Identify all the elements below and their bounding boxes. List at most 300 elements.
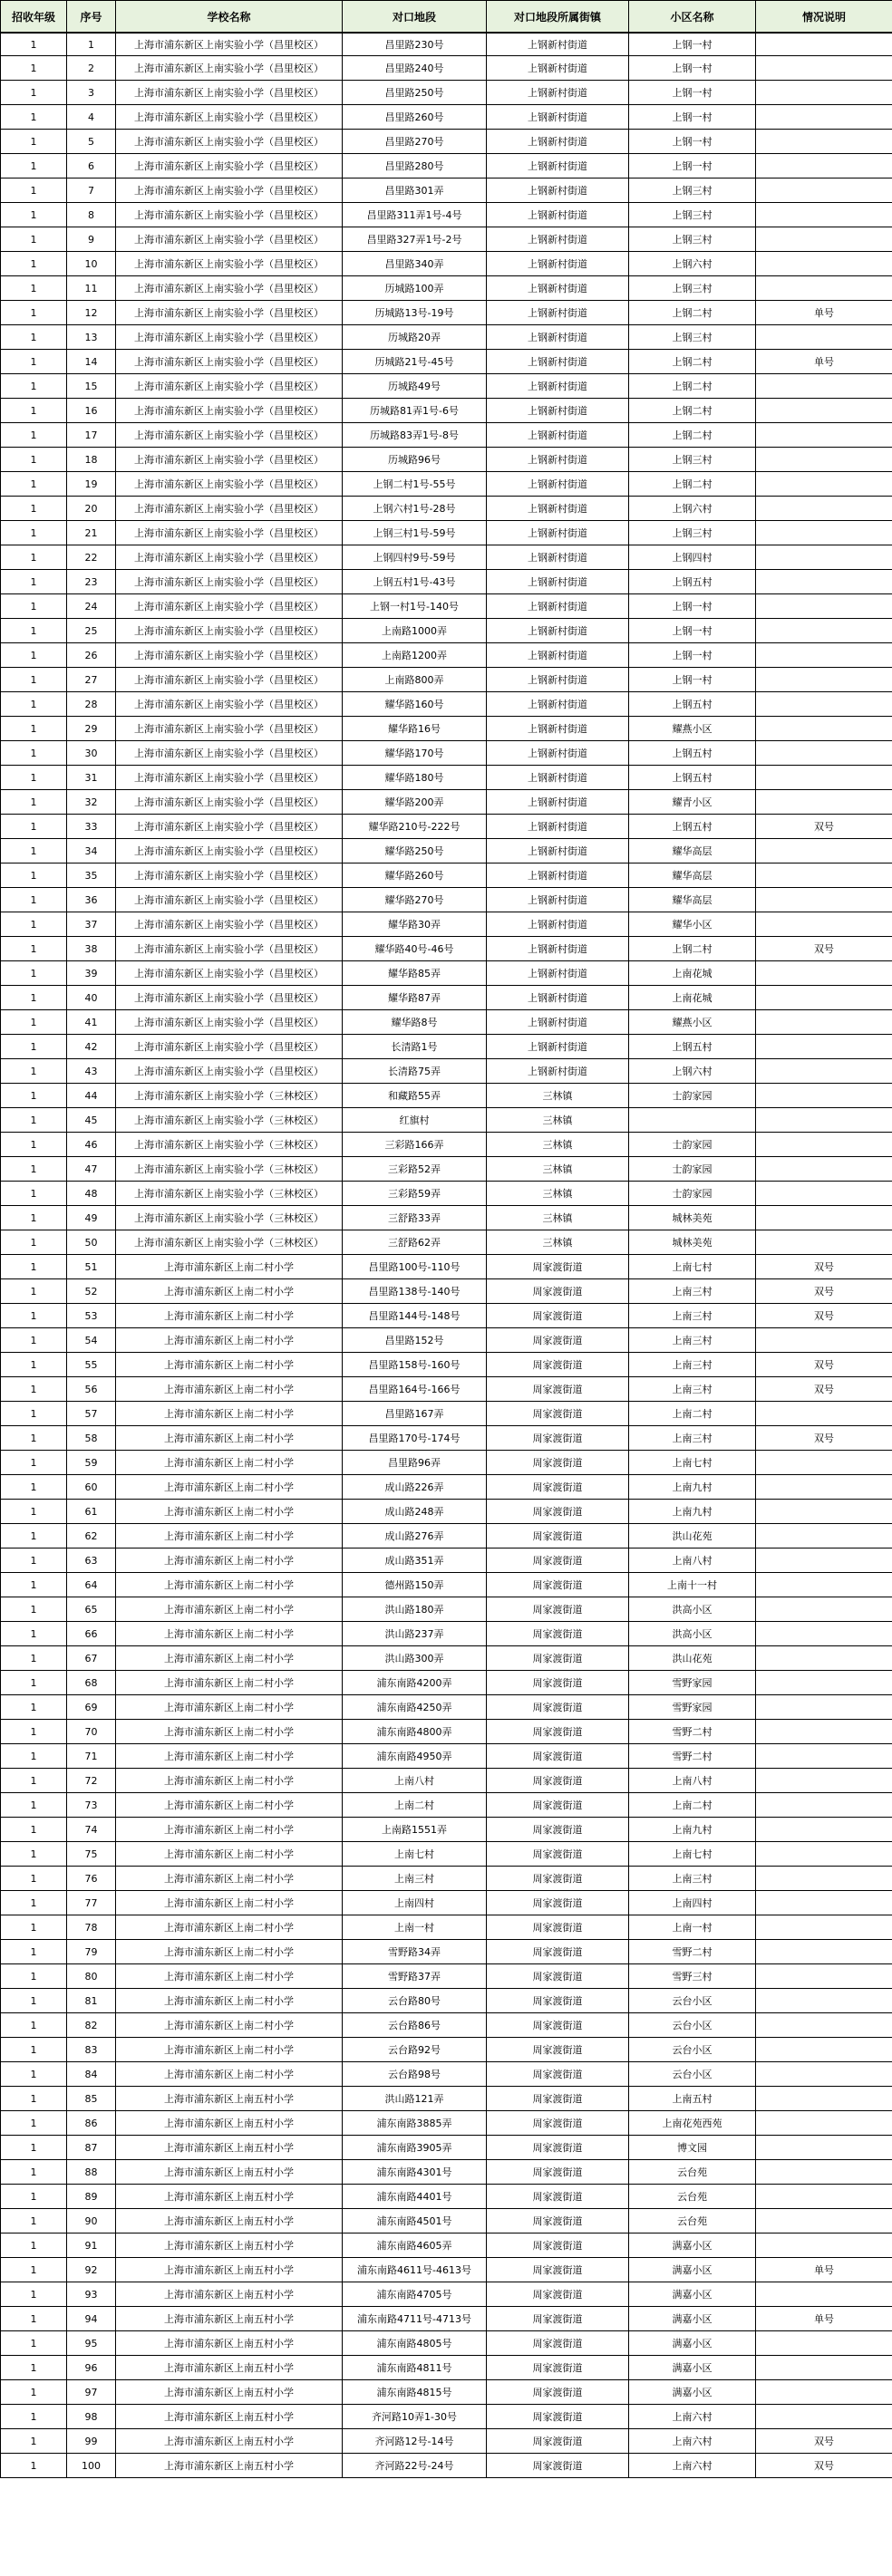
cell-school: 上海市浦东新区上南实验小学（昌里校区） [116,81,343,105]
table-row [1,1744,892,1769]
cell-zone: 雪野路37弄 [343,1964,487,1989]
cell-notes [756,1720,892,1744]
cell-serial: 15 [67,374,116,399]
cell-subdistrict: 周家渡街道 [487,1940,629,1964]
cell-community: 上南九村 [629,1475,756,1500]
cell-notes [756,594,892,619]
cell-school: 上海市浦东新区上南五村小学 [116,2380,343,2405]
cell-community: 士韵家园 [629,1084,756,1108]
cell-zone: 昌里路240号 [343,56,487,81]
cell-notes [756,178,892,203]
cell-community: 满嘉小区 [629,2331,756,2356]
cell-zone: 上南一村 [343,1915,487,1940]
cell-subdistrict: 上钢新村街道 [487,154,629,178]
cell-grade: 1 [1,1230,67,1255]
cell-subdistrict: 上钢新村街道 [487,594,629,619]
cell-serial: 64 [67,1573,116,1597]
table-row [1,2087,892,2111]
cell-subdistrict: 上钢新村街道 [487,33,629,56]
cell-subdistrict: 周家渡街道 [487,2331,629,2356]
cell-notes: 双号 [756,815,892,839]
cell-grade: 1 [1,2380,67,2405]
cell-zone: 耀华路85弄 [343,961,487,986]
cell-school: 上海市浦东新区上南实验小学（昌里校区） [116,692,343,717]
cell-notes [756,497,892,521]
cell-zone: 浦东南路4401号 [343,2185,487,2209]
cell-school: 上海市浦东新区上南实验小学（昌里校区） [116,33,343,56]
cell-grade: 1 [1,1475,67,1500]
table-row [1,252,892,276]
cell-notes [756,961,892,986]
cell-notes [756,668,892,692]
cell-school: 上海市浦东新区上南实验小学（昌里校区） [116,570,343,594]
cell-notes [756,1573,892,1597]
cell-zone: 昌里路164号-166号 [343,1377,487,1402]
cell-zone: 云台路80号 [343,1989,487,2013]
cell-community: 上钢五村 [629,766,756,790]
cell-school: 上海市浦东新区上南实验小学（昌里校区） [116,790,343,815]
table-row [1,1915,892,1940]
cell-school: 上海市浦东新区上南五村小学 [116,2160,343,2185]
cell-serial: 82 [67,2013,116,2038]
table-row [1,961,892,986]
cell-community: 城林美苑 [629,1230,756,1255]
cell-serial: 75 [67,1842,116,1867]
cell-subdistrict: 上钢新村街道 [487,839,629,863]
cell-community: 上钢一村 [629,594,756,619]
table-row [1,1818,892,1842]
cell-community: 满嘉小区 [629,2282,756,2307]
cell-serial: 42 [67,1035,116,1059]
cell-grade: 1 [1,472,67,497]
cell-zone: 昌里路327弄1号-2号 [343,227,487,252]
cell-grade: 1 [1,276,67,301]
table-row [1,1793,892,1818]
cell-subdistrict: 上钢新村街道 [487,888,629,912]
cell-zone: 耀华路87弄 [343,986,487,1010]
table-row [1,56,892,81]
cell-school: 上海市浦东新区上南二村小学 [116,1328,343,1353]
cell-serial: 45 [67,1108,116,1133]
cell-zone: 成山路226弄 [343,1475,487,1500]
cell-notes [756,2136,892,2160]
cell-serial: 85 [67,2087,116,2111]
cell-zone: 上钢一村1号-140号 [343,594,487,619]
cell-community: 上钢五村 [629,815,756,839]
table-row [1,1255,892,1279]
cell-notes [756,276,892,301]
cell-community: 洪高小区 [629,1597,756,1622]
cell-subdistrict: 周家渡街道 [487,1279,629,1304]
cell-grade: 1 [1,815,67,839]
cell-community: 洪山花苑 [629,1646,756,1671]
cell-notes [756,1475,892,1500]
cell-zone: 齐河路22号-24号 [343,2454,487,2478]
table-row [1,1964,892,1989]
cell-school: 上海市浦东新区上南二村小学 [116,2038,343,2062]
table-row [1,937,892,961]
cell-zone: 昌里路260号 [343,105,487,130]
cell-grade: 1 [1,2087,67,2111]
cell-subdistrict: 上钢新村街道 [487,301,629,325]
cell-community: 上钢二村 [629,472,756,497]
cell-grade: 1 [1,986,67,1010]
cell-subdistrict: 周家渡街道 [487,2429,629,2454]
cell-grade: 1 [1,2405,67,2429]
cell-grade: 1 [1,961,67,986]
cell-serial: 2 [67,56,116,81]
cell-community: 上钢六村 [629,497,756,521]
table-row [1,545,892,570]
cell-serial: 92 [67,2258,116,2282]
cell-zone: 三彩路166弄 [343,1133,487,1157]
cell-notes [756,1671,892,1695]
cell-community: 士韵家园 [629,1157,756,1182]
table-row [1,276,892,301]
cell-subdistrict: 上钢新村街道 [487,815,629,839]
cell-community: 上南三村 [629,1279,756,1304]
cell-serial: 24 [67,594,116,619]
cell-zone: 浦东南路4815号 [343,2380,487,2405]
cell-community: 上钢三村 [629,521,756,545]
cell-notes [756,863,892,888]
cell-school: 上海市浦东新区上南五村小学 [116,2331,343,2356]
table-row [1,2380,892,2405]
cell-subdistrict: 上钢新村街道 [487,570,629,594]
cell-grade: 1 [1,448,67,472]
cell-subdistrict: 周家渡街道 [487,1597,629,1622]
cell-grade: 1 [1,81,67,105]
cell-subdistrict: 周家渡街道 [487,1524,629,1548]
cell-subdistrict: 周家渡街道 [487,2087,629,2111]
cell-grade: 1 [1,1402,67,1426]
cell-subdistrict: 三林镇 [487,1182,629,1206]
cell-subdistrict: 周家渡街道 [487,2356,629,2380]
cell-notes [756,227,892,252]
cell-zone: 昌里路311弄1号-4号 [343,203,487,227]
table-row [1,839,892,863]
cell-school: 上海市浦东新区上南实验小学（三林校区） [116,1157,343,1182]
cell-school: 上海市浦东新区上南实验小学（昌里校区） [116,741,343,766]
cell-notes [756,692,892,717]
cell-serial: 25 [67,619,116,643]
cell-community: 上南二村 [629,1793,756,1818]
cell-grade: 1 [1,1500,67,1524]
cell-community: 云台苑 [629,2160,756,2185]
cell-community: 雪野二村 [629,1744,756,1769]
cell-grade: 1 [1,1353,67,1377]
cell-notes [756,790,892,815]
cell-school: 上海市浦东新区上南二村小学 [116,1426,343,1451]
cell-serial: 100 [67,2454,116,2478]
cell-school: 上海市浦东新区上南实验小学（昌里校区） [116,643,343,668]
cell-subdistrict: 上钢新村街道 [487,203,629,227]
cell-school: 上海市浦东新区上南实验小学（三林校区） [116,1206,343,1230]
cell-subdistrict: 周家渡街道 [487,1573,629,1597]
cell-notes [756,741,892,766]
cell-zone: 浦东南路4805号 [343,2331,487,2356]
table-row [1,105,892,130]
cell-zone: 浦东南路4250弄 [343,1695,487,1720]
cell-notes [756,1646,892,1671]
cell-notes [756,643,892,668]
cell-school: 上海市浦东新区上南实验小学（昌里校区） [116,399,343,423]
cell-zone: 上南七村 [343,1842,487,1867]
cell-zone: 上南路1551弄 [343,1818,487,1842]
cell-subdistrict: 上钢新村街道 [487,178,629,203]
cell-community: 上南花苑西苑 [629,2111,756,2136]
cell-serial: 12 [67,301,116,325]
cell-zone: 历城路21号-45号 [343,350,487,374]
cell-grade: 1 [1,1451,67,1475]
cell-serial: 56 [67,1377,116,1402]
table-row [1,692,892,717]
cell-school: 上海市浦东新区上南实验小学（昌里校区） [116,815,343,839]
cell-community: 上钢一村 [629,154,756,178]
cell-subdistrict: 周家渡街道 [487,2136,629,2160]
cell-grade: 1 [1,1182,67,1206]
cell-serial: 13 [67,325,116,350]
cell-zone: 耀华路160号 [343,692,487,717]
cell-grade: 1 [1,741,67,766]
cell-grade: 1 [1,105,67,130]
cell-serial: 8 [67,203,116,227]
table-row [1,619,892,643]
table-row [1,2429,892,2454]
cell-serial: 61 [67,1500,116,1524]
cell-subdistrict: 上钢新村街道 [487,717,629,741]
cell-school: 上海市浦东新区上南二村小学 [116,1915,343,1940]
cell-school: 上海市浦东新区上南五村小学 [116,2356,343,2380]
cell-serial: 99 [67,2429,116,2454]
cell-subdistrict: 周家渡街道 [487,1964,629,1989]
cell-grade: 1 [1,619,67,643]
cell-grade: 1 [1,1108,67,1133]
cell-community: 上钢二村 [629,350,756,374]
cell-school: 上海市浦东新区上南实验小学（昌里校区） [116,912,343,937]
header-notes: 情况说明 [756,1,892,34]
cell-grade: 1 [1,1524,67,1548]
cell-community: 上钢六村 [629,252,756,276]
cell-notes [756,1769,892,1793]
cell-school: 上海市浦东新区上南实验小学（昌里校区） [116,203,343,227]
cell-grade: 1 [1,2013,67,2038]
table-row [1,1426,892,1451]
cell-zone: 浦东南路4200弄 [343,1671,487,1695]
table-row [1,766,892,790]
cell-school: 上海市浦东新区上南实验小学（昌里校区） [116,937,343,961]
table-row [1,2111,892,2136]
cell-serial: 72 [67,1769,116,1793]
table-row [1,2136,892,2160]
cell-grade: 1 [1,154,67,178]
cell-grade: 1 [1,912,67,937]
cell-grade: 1 [1,1744,67,1769]
cell-zone: 浦东南路4611号-4613号 [343,2258,487,2282]
table-row [1,888,892,912]
cell-zone: 浦东南路3885弄 [343,2111,487,2136]
cell-notes [756,717,892,741]
cell-subdistrict: 上钢新村街道 [487,399,629,423]
cell-zone: 历城路100弄 [343,276,487,301]
cell-serial: 21 [67,521,116,545]
cell-zone: 上钢二村1号-55号 [343,472,487,497]
cell-subdistrict: 周家渡街道 [487,2160,629,2185]
cell-serial: 41 [67,1010,116,1035]
cell-serial: 73 [67,1793,116,1818]
cell-subdistrict: 周家渡街道 [487,2454,629,2478]
cell-grade: 1 [1,2331,67,2356]
cell-subdistrict: 上钢新村街道 [487,81,629,105]
table-row [1,912,892,937]
cell-subdistrict: 周家渡街道 [487,1646,629,1671]
cell-school: 上海市浦东新区上南二村小学 [116,1451,343,1475]
cell-community: 上钢五村 [629,741,756,766]
table-row [1,1304,892,1328]
cell-grade: 1 [1,1328,67,1353]
cell-community: 上南花城 [629,986,756,1010]
cell-serial: 35 [67,863,116,888]
cell-grade: 1 [1,56,67,81]
cell-serial: 98 [67,2405,116,2429]
cell-notes [756,1059,892,1084]
cell-serial: 62 [67,1524,116,1548]
cell-notes [756,2233,892,2258]
cell-serial: 96 [67,2356,116,2380]
cell-serial: 44 [67,1084,116,1108]
cell-notes [756,766,892,790]
cell-serial: 32 [67,790,116,815]
cell-zone: 耀华路40号-46号 [343,937,487,961]
cell-school: 上海市浦东新区上南二村小学 [116,1964,343,1989]
cell-community: 洪山花苑 [629,1524,756,1548]
cell-school: 上海市浦东新区上南实验小学（昌里校区） [116,350,343,374]
cell-serial: 74 [67,1818,116,1842]
cell-school: 上海市浦东新区上南实验小学（昌里校区） [116,301,343,325]
cell-school: 上海市浦东新区上南实验小学（三林校区） [116,1108,343,1133]
cell-grade: 1 [1,1059,67,1084]
cell-subdistrict: 周家渡街道 [487,1769,629,1793]
table-row [1,986,892,1010]
cell-zone: 昌里路270号 [343,130,487,154]
cell-subdistrict: 上钢新村街道 [487,790,629,815]
cell-zone: 耀华路250号 [343,839,487,863]
cell-zone: 上钢五村1号-43号 [343,570,487,594]
cell-serial: 7 [67,178,116,203]
cell-community: 上钢二村 [629,374,756,399]
cell-subdistrict: 周家渡街道 [487,1451,629,1475]
table-row [1,130,892,154]
cell-school: 上海市浦东新区上南二村小学 [116,1744,343,1769]
cell-community: 上钢三村 [629,276,756,301]
cell-zone: 洪山路180弄 [343,1597,487,1622]
cell-grade: 1 [1,178,67,203]
table-row [1,668,892,692]
cell-notes: 单号 [756,2258,892,2282]
cell-subdistrict: 上钢新村街道 [487,986,629,1010]
cell-school: 上海市浦东新区上南实验小学（昌里校区） [116,497,343,521]
cell-subdistrict: 周家渡街道 [487,1695,629,1720]
cell-school: 上海市浦东新区上南二村小学 [116,1720,343,1744]
cell-grade: 1 [1,497,67,521]
cell-zone: 上南三村 [343,1867,487,1891]
cell-subdistrict: 周家渡街道 [487,1622,629,1646]
cell-notes [756,472,892,497]
cell-subdistrict: 周家渡街道 [487,2405,629,2429]
table-row [1,1867,892,1891]
cell-subdistrict: 上钢新村街道 [487,741,629,766]
cell-school: 上海市浦东新区上南实验小学（昌里校区） [116,545,343,570]
header-community: 小区名称 [629,1,756,34]
cell-community: 耀华高层 [629,888,756,912]
cell-community: 雪野二村 [629,1720,756,1744]
cell-school: 上海市浦东新区上南五村小学 [116,2307,343,2331]
cell-school: 上海市浦东新区上南五村小学 [116,2087,343,2111]
cell-school: 上海市浦东新区上南实验小学（昌里校区） [116,130,343,154]
cell-notes [756,1524,892,1548]
cell-serial: 65 [67,1597,116,1622]
cell-serial: 43 [67,1059,116,1084]
cell-community: 博文园 [629,2136,756,2160]
table-row [1,1084,892,1108]
cell-school: 上海市浦东新区上南二村小学 [116,1548,343,1573]
cell-subdistrict: 三林镇 [487,1157,629,1182]
cell-grade: 1 [1,1206,67,1230]
cell-zone: 洪山路121弄 [343,2087,487,2111]
cell-school: 上海市浦东新区上南二村小学 [116,1891,343,1915]
cell-subdistrict: 周家渡街道 [487,1671,629,1695]
cell-zone: 昌里路96弄 [343,1451,487,1475]
cell-serial: 57 [67,1402,116,1426]
table-row [1,2233,892,2258]
cell-serial: 53 [67,1304,116,1328]
cell-serial: 33 [67,815,116,839]
cell-community: 耀青小区 [629,790,756,815]
cell-zone: 耀华路8号 [343,1010,487,1035]
cell-community: 云台苑 [629,2185,756,2209]
cell-subdistrict: 上钢新村街道 [487,130,629,154]
cell-serial: 84 [67,2062,116,2087]
cell-school: 上海市浦东新区上南二村小学 [116,2013,343,2038]
cell-school: 上海市浦东新区上南实验小学（昌里校区） [116,448,343,472]
cell-grade: 1 [1,594,67,619]
table-row [1,570,892,594]
cell-grade: 1 [1,1597,67,1622]
cell-serial: 4 [67,105,116,130]
table-row [1,2038,892,2062]
cell-subdistrict: 上钢新村街道 [487,56,629,81]
cell-subdistrict: 上钢新村街道 [487,912,629,937]
table-body [1,33,892,2478]
cell-grade: 1 [1,130,67,154]
cell-zone: 上钢四村9号-59号 [343,545,487,570]
cell-zone: 历城路20弄 [343,325,487,350]
cell-zone: 三舒路33弄 [343,1206,487,1230]
cell-zone: 三舒路62弄 [343,1230,487,1255]
cell-school: 上海市浦东新区上南二村小学 [116,1500,343,1524]
cell-notes [756,2356,892,2380]
cell-school: 上海市浦东新区上南五村小学 [116,2282,343,2307]
cell-grade: 1 [1,2233,67,2258]
cell-notes [756,1793,892,1818]
cell-grade: 1 [1,1035,67,1059]
cell-notes [756,2405,892,2429]
cell-zone: 耀华路260号 [343,863,487,888]
cell-zone: 三彩路52弄 [343,1157,487,1182]
cell-school: 上海市浦东新区上南实验小学（三林校区） [116,1133,343,1157]
cell-subdistrict: 上钢新村街道 [487,448,629,472]
cell-community: 上钢二村 [629,301,756,325]
